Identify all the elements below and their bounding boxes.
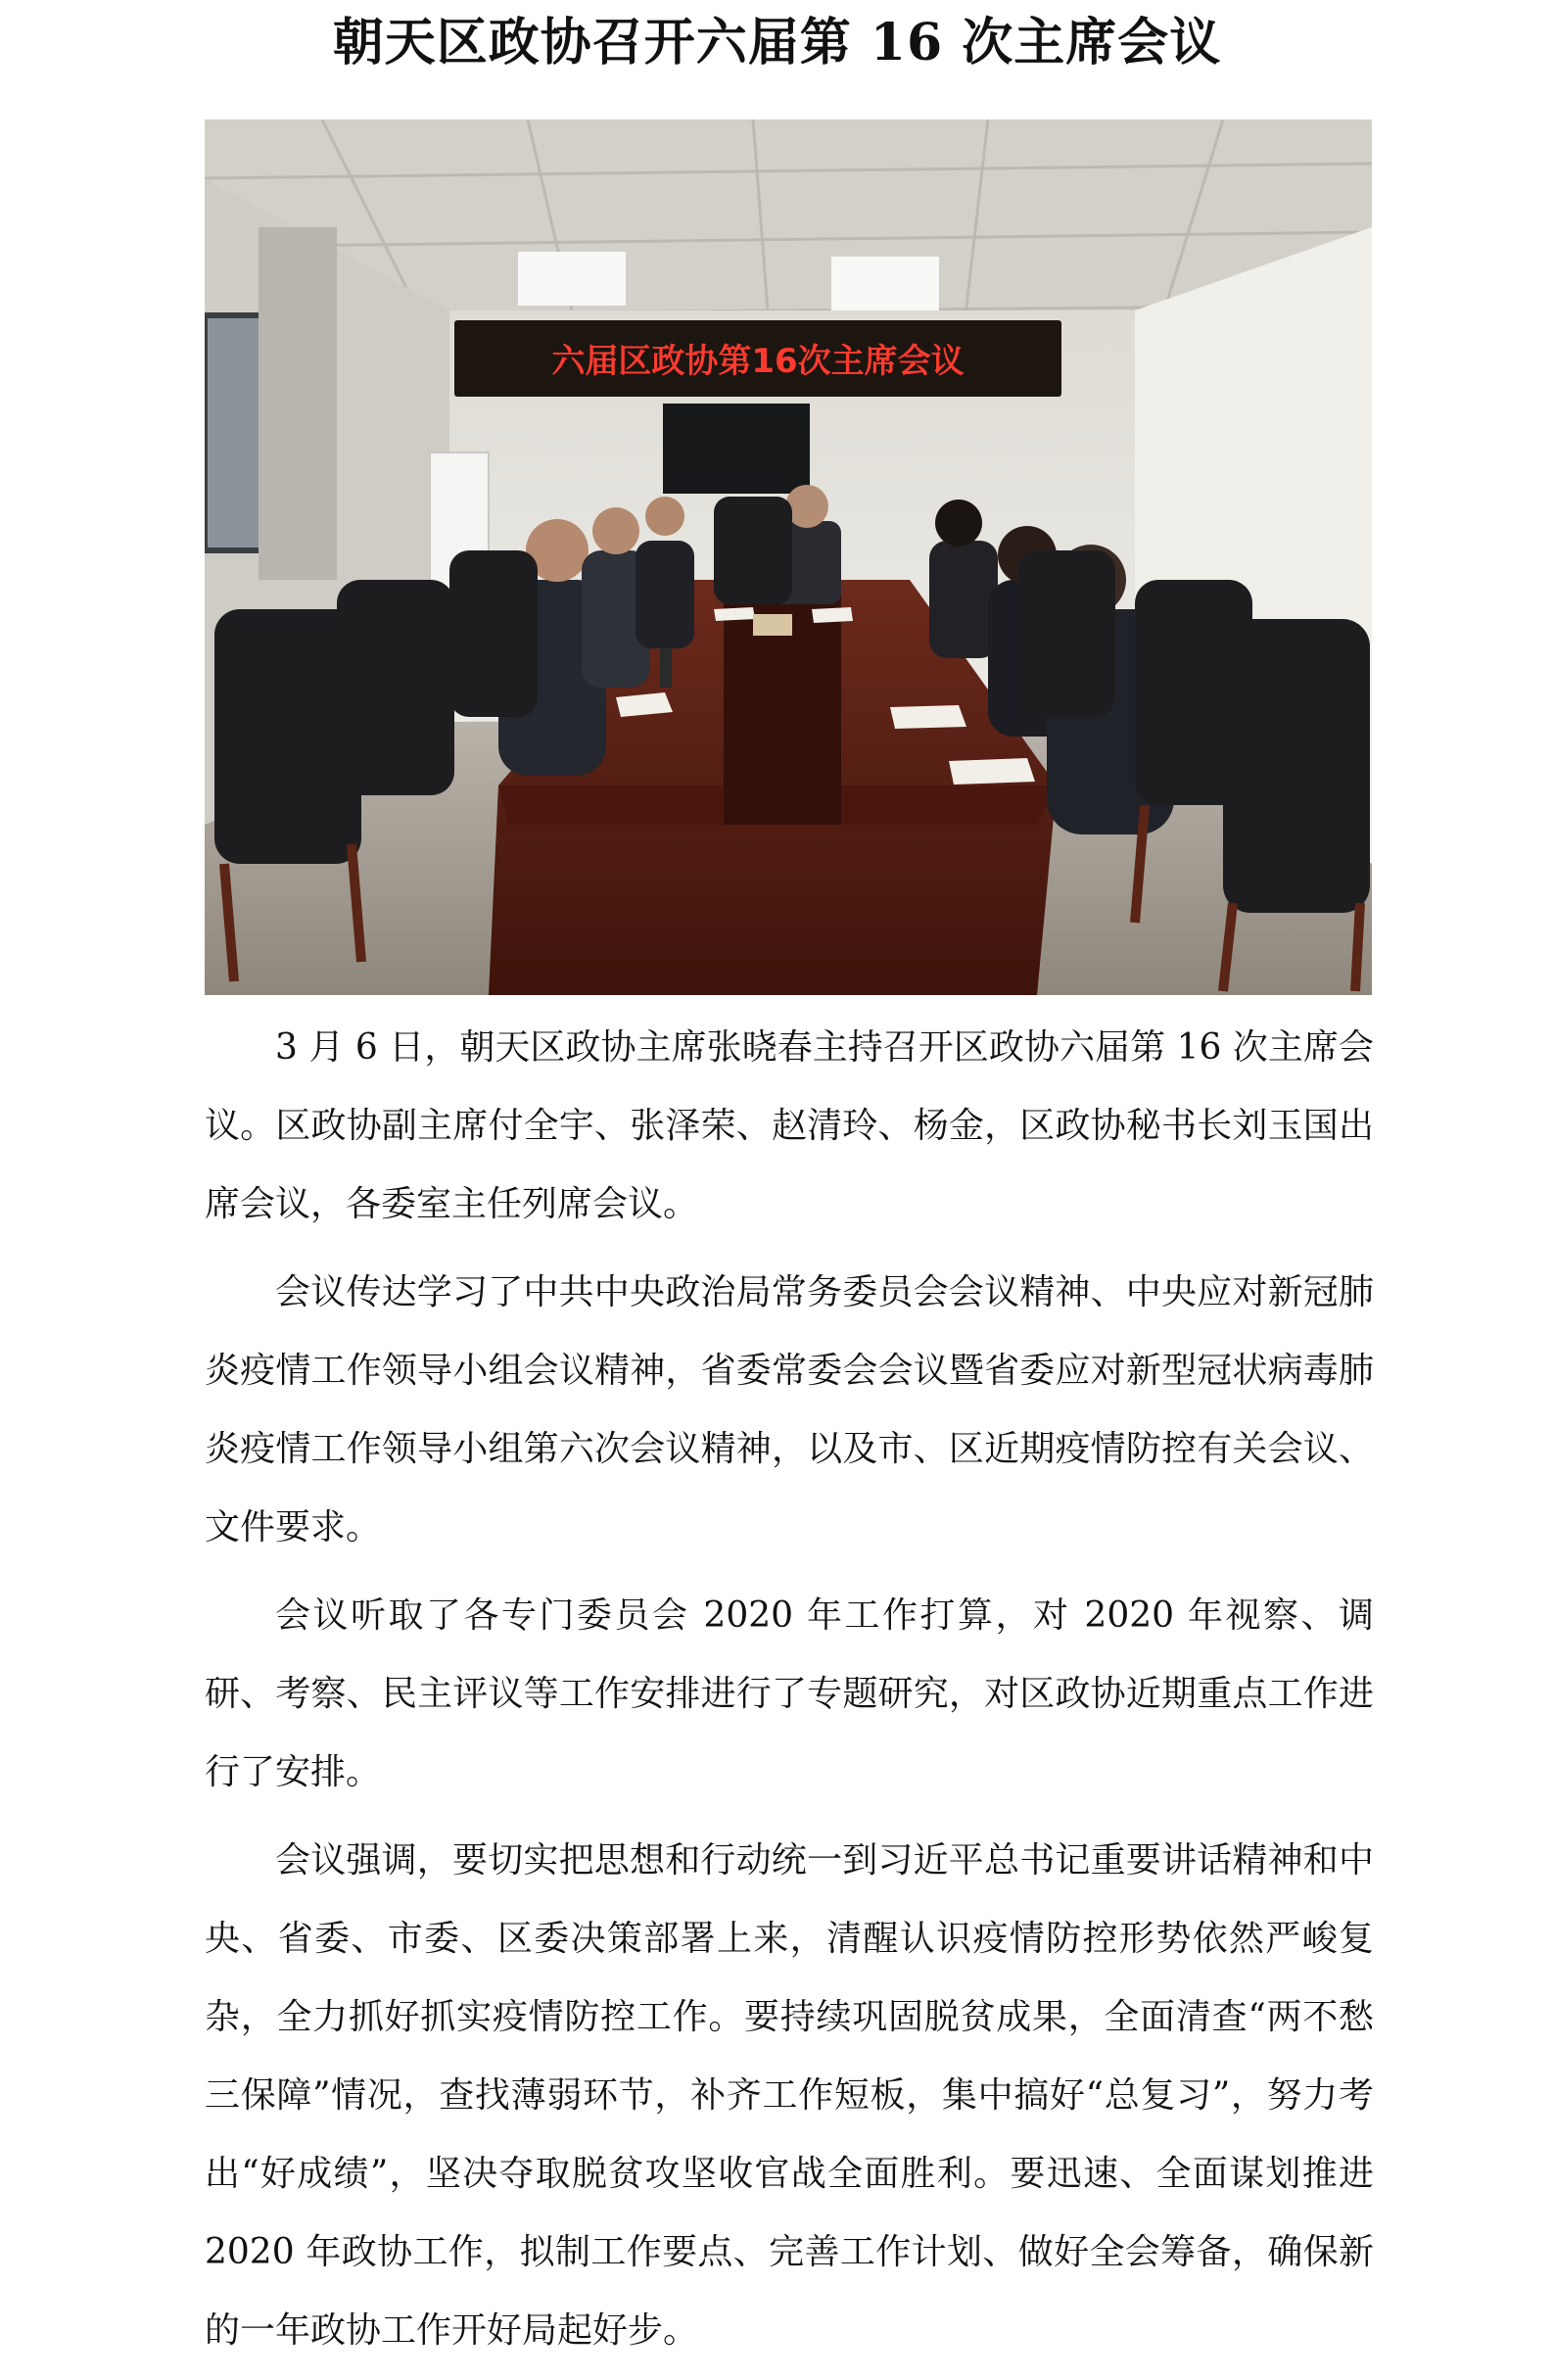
article-title: 朝天区政协召开六届第 16 次主席会议 [332, 13, 1222, 72]
meeting-photo [205, 119, 1372, 995]
article-body [205, 1009, 1374, 2380]
ceiling-light-right [831, 257, 939, 310]
ceiling-light-left [518, 252, 626, 306]
paragraph-2: 会议传达学习了中共中央政治局常务委员会会议精神、中央应对新冠肺炎疫情工作领导小组会议精神，省委常委会会议暨省委应对新型冠状病毒肺炎疫情工作领导小组第六次会议精神，以及市、区近期疫情防控有关会议、文件要求。 [205, 1272, 1374, 1547]
meeting-room-illustration [205, 119, 1372, 995]
paragraph-3: 会议听取了各专门委员会 2020 年工作打算，对 2020 年视察、调研、考察、民主评议等工作安排进行了专题研究，对区政协近期重点工作进行了安排。 [205, 1595, 1374, 1792]
paragraph-1: 3 月 6 日，朝天区政协主席张晓春主持召开区政协六届第 16 次主席会议。区政协副主席付全宇、张泽荣、赵清玲、杨金，区政协秘书长刘玉国出席会议，各委室主任列席会议。 [205, 1027, 1374, 1224]
wall-tv [663, 404, 810, 494]
tissue-box [753, 614, 792, 636]
window-curtain [259, 227, 337, 580]
led-banner-text: 六届区政协第16次主席会议 [551, 342, 965, 381]
paragraph-4: 会议强调，要切实把思想和行动统一到习近平总书记重要讲话精神和中央、省委、市委、区委决策部署上来，清醒认识疫情防控形势依然严峻复杂，全力抓好抓实疫情防控工作。要持续巩固脱贫成果，全面清查“两不愁三保障”情况，查找薄弱环节，补齐工作短板，集中搞好“总复习”，努力考出“好成绩”，坚决夺取脱贫攻坚收官战全面胜利。要迅速、全面谋划推进 2020 年政协工作，拟制工作要点、完善工作计划、做好全会筹备，确保新的一年政协工作开好局起好步。 [205, 1840, 1374, 2351]
